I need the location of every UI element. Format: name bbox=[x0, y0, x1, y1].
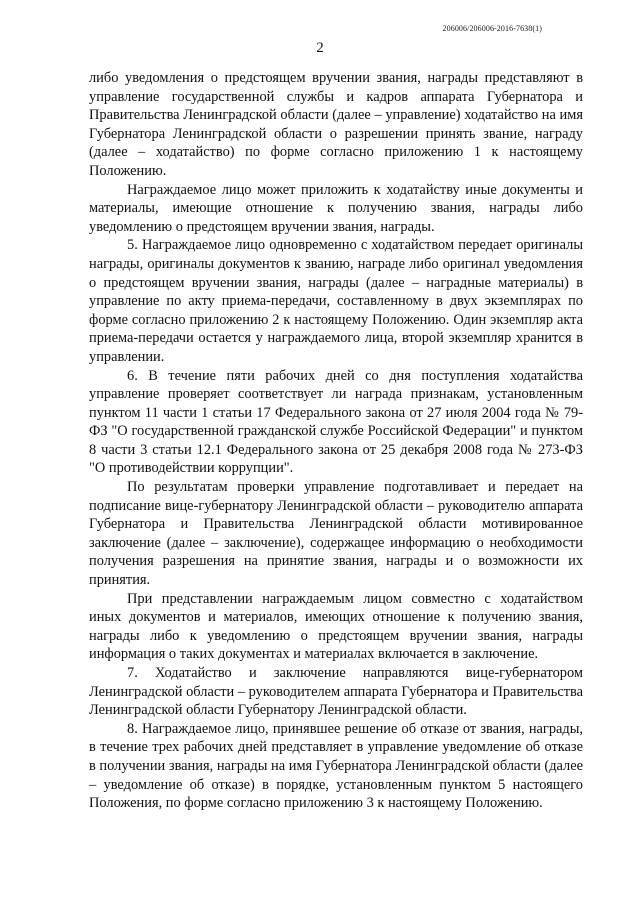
paragraph-item-5: 5. Награждаемое лицо одновременно с ходатайством передает оригиналы награды, оригиналы документов к званию, награде либо оригинал уведомления о предстоящем вручении звания, награды (далее – наградные материалы) в управление по акту приема-передачи, составленному в двух экземплярах по форме согласно приложению 2 к настоящему Положению. Один экземпляр акта приема-передачи остается у награждаемого лица, второй экземпляр хранится в управлении. bbox=[89, 237, 583, 365]
paragraph-additional-materials: При представлении награждаемым лицом совместно с ходатайством иных документов и материалов, имеющих отношение к получению звания, награды либо к уведомлению о предстоящем вручении звания, награды информация о таких документах и материалах включается в заключение. bbox=[89, 590, 583, 663]
document-id: 206006/206006-2016-7638(1) bbox=[442, 24, 542, 33]
document-body bbox=[89, 69, 583, 813]
paragraph-review-results: По результатам проверки управление подготавливает и передает на подписание вице-губернатору Ленинградской области – руководителю аппарата Губернатора и Правительства Ленинградской области мотивированное заключение (далее – заключение), содержащее информацию о необходимости получения разрешения на принятие звания, награды и о возможности их принятия. bbox=[89, 479, 583, 589]
paragraph-item-8: 8. Награждаемое лицо, принявшее решение об отказе от звания, награды, в течение трех рабочих дней представляет в управление уведомление об отказе в получении звания, награды на имя Губернатора Ленинградской области (далее – уведомление об отказе) в порядке, установленным пунктом 5 настоящего Положения, по форме согласно приложению 3 к настоящему Положению. bbox=[89, 720, 583, 812]
paragraph-item-7: 7. Ходатайство и заключение направляются вице-губернатором Ленинградской области – руководителем аппарата Губернатора и Правительства Ленинградской области Губернатору Ленинградской области. bbox=[89, 665, 583, 719]
page-number: 2 bbox=[316, 40, 324, 56]
paragraph-continuation: либо уведомления о предстоящем вручении звания, награды представляют в управление государственной службы и кадров аппарата Губернатора и Правительства Ленинградской области (далее – управление) ходатайство на имя Губернатора Ленинградской области о разрешении принять звание, награду (далее – ходатайство) по форме согласно приложению 1 к настоящему Положению. bbox=[89, 70, 583, 179]
paragraph-item-6: 6. В течение пяти рабочих дней со дня поступления ходатайства управление проверяет соответствует ли награда признакам, установленным пунктом 11 части 1 статьи 17 Федерального закона от 27 июля 2004 года № 79-ФЗ "О государственной гражданской службе Российской Федерации" и пунктом 8 части 3 статьи 12.1 Федерального закона от 25 декабря 2008 года № 273-ФЗ "О противодействии коррупции". bbox=[89, 367, 583, 477]
paragraph-additional-documents: Награждаемое лицо может приложить к ходатайству иные документы и материалы, имеющие отношение к получению звания, награды либо уведомлению о предстоящем вручении звания, награды. bbox=[89, 181, 583, 235]
